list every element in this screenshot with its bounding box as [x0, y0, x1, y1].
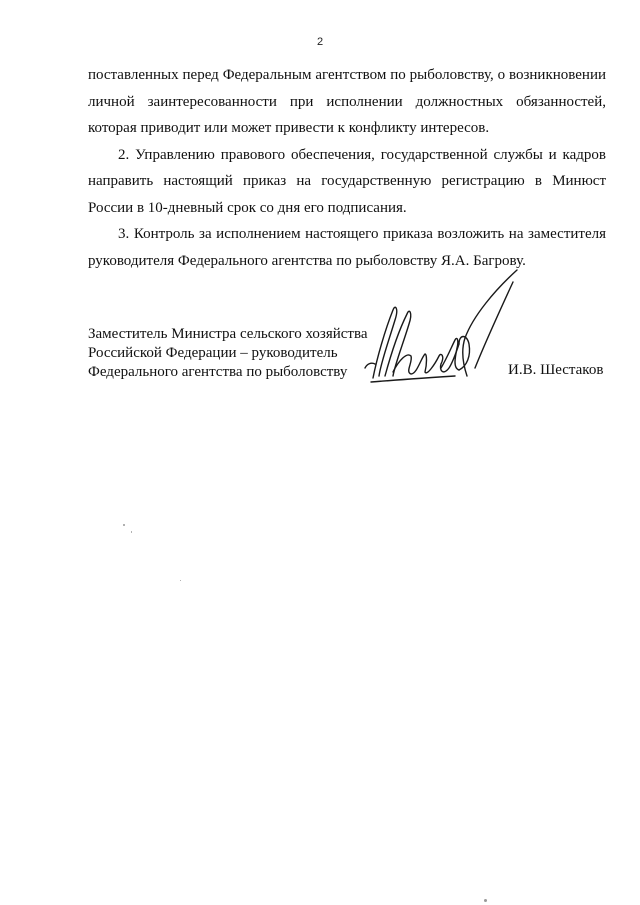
signature-block [88, 323, 606, 403]
paragraph-continuation: поставленных перед Федеральным агентством по рыболовству, о возникновении личной заинтересованности при исполнении должностных обязанностей, которая приводит или может привести к конфликту интересов. [88, 67, 606, 136]
signatory-title-line: Заместитель Министра сельского хозяйства [88, 326, 368, 342]
signatory-title-line: Российской Федерации – руководитель [88, 345, 338, 361]
scan-artifact [484, 899, 487, 902]
paragraph-item-3: 3. Контроль за исполнением настоящего приказа возложить на заместителя руководителя Федерального агентства по рыболовству Я.А. Багрову. [88, 226, 606, 269]
page-number: 2 [316, 36, 324, 48]
handwritten-signature [355, 268, 525, 388]
scan-artifact [180, 580, 181, 581]
scan-artifact [123, 524, 125, 526]
document-body [88, 62, 606, 274]
paragraph-item-2: 2. Управлению правового обеспечения, государственной службы и кадров направить настоящий приказ на государственную регистрацию в Минюст России в 10-дневный срок со дня его подписания. [88, 146, 606, 216]
signatory-title [88, 325, 388, 382]
scan-artifact [131, 531, 132, 533]
signatory-name: И.В. Шестаков [508, 362, 604, 378]
signatory-title-line: Федерального агентства по рыболовству [88, 364, 348, 380]
